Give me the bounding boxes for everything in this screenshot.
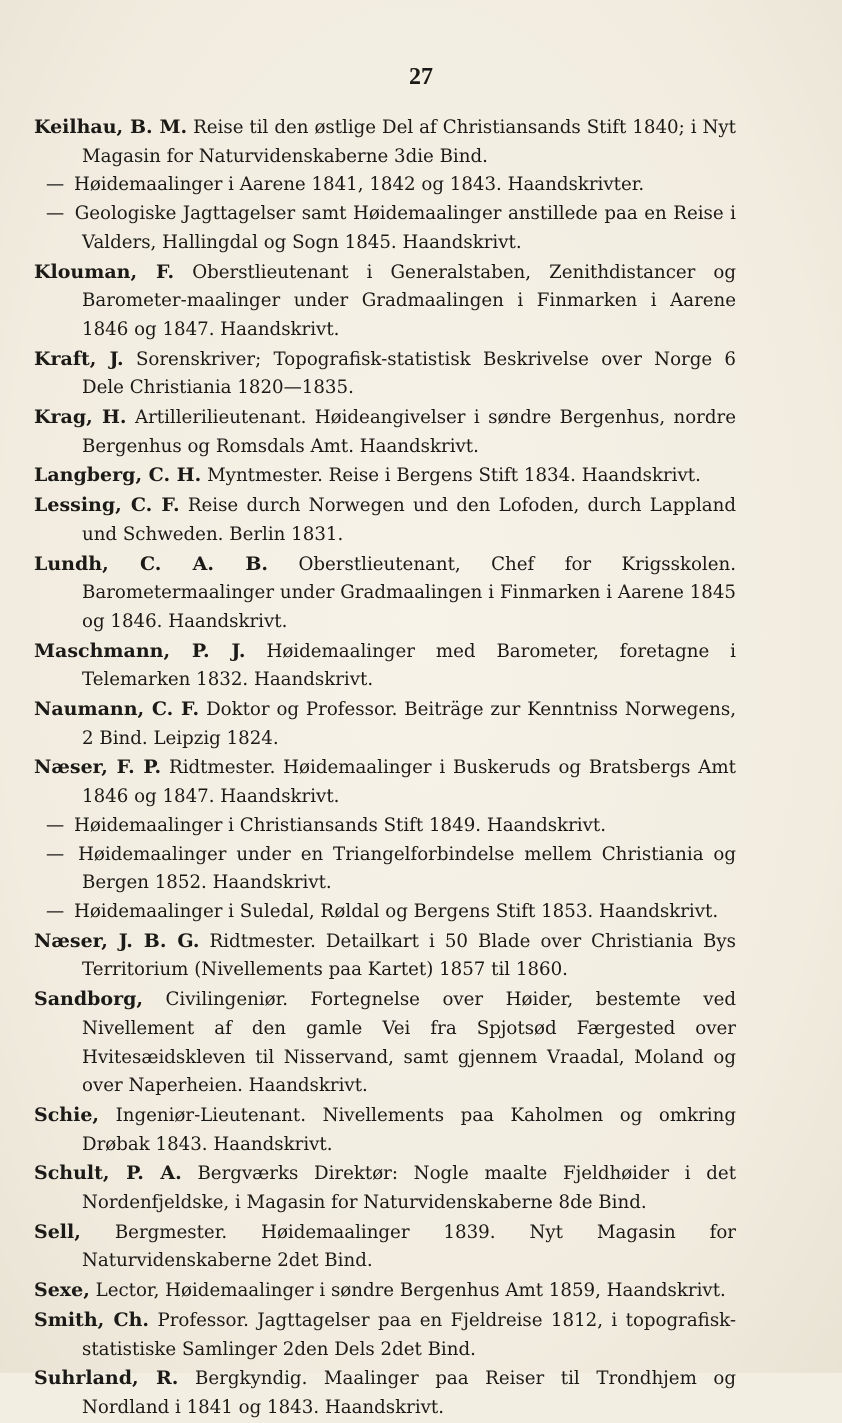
author-name: Maschmann, P. J.	[34, 639, 246, 662]
entry-text: Bergmester. Høidemaalinger 1839. Nyt Magasin for Naturvidenskaberne 2det Bind.	[82, 1221, 736, 1272]
author-name: Sell,	[34, 1220, 81, 1243]
entry-text: Reise durch Norwegen und den Lofoden, durch Lappland und Schweden. Berlin 1831.	[82, 495, 736, 545]
entry-text: Civilingeniør. Fortegnelse over Høider, bestemte ved Nivellement af den gamle Vei fra Spjotsød Færgested over Hvitesæidskleven til Nisservand, samt gjennem Vraadal, Moland og over Naperheien. Haandskrivt.	[82, 989, 736, 1097]
entry-text: Oberstlieutenant i Generalstaben, Zenithdistancer og Barometer-maalinger under Gradmaalingen i Finmarken i Aarene 1846 og 1847. Haandskrivt.	[82, 261, 736, 340]
bibliography-entry	[34, 550, 736, 637]
entry-text: Ridtmester. Detailkart i 50 Blade over Christiania Bys Territorium (Nivellements paa Kartet) 1857 til 1860.	[82, 930, 736, 981]
author-name: Sexe,	[34, 1279, 90, 1302]
author-name: Smith, Ch.	[34, 1308, 150, 1331]
author-name: Krag, H.	[34, 406, 127, 429]
bibliography-entry	[34, 1159, 736, 1217]
ditto-dash: —	[46, 814, 65, 836]
bibliography-entry	[34, 1306, 736, 1364]
continuation-entry	[34, 200, 736, 257]
author-name: Suhrland, R.	[34, 1367, 179, 1390]
ditto-dash: —	[46, 900, 65, 922]
entry-text: Høidemaalinger i Christiansands Stift 1849. Haandskrivt.	[73, 814, 606, 836]
author-name: Næser, F. P.	[34, 756, 162, 779]
bibliography-entry	[34, 1218, 736, 1276]
bibliography-entry	[34, 113, 736, 171]
entry-text: Bergværks Direktør: Nogle maalte Fjeldhøider i det Nordenfjeldske, i Magasin for Naturvidenskaberne 8de Bind.	[82, 1163, 736, 1214]
continuation-entry	[34, 841, 736, 898]
author-name: Lessing, C. F.	[34, 494, 180, 517]
author-name: Schie,	[34, 1103, 100, 1126]
author-name: Naumann, C. F.	[34, 698, 200, 721]
continuation-entry	[34, 171, 736, 200]
bibliography-entry	[34, 753, 736, 811]
entry-text: Høidemaalinger i Aarene 1841, 1842 og 1843. Haandskrivter.	[73, 174, 645, 196]
bibliography-entry	[34, 637, 736, 695]
author-name: Keilhau, B. M.	[34, 116, 188, 138]
entry-text: Professor. Jagttagelser paa en Fjeldreise 1812, i topografisk-statistiske Samlinger 2den Dels 2det Bind.	[82, 1309, 736, 1360]
author-name: Klouman, F.	[34, 260, 175, 283]
bibliography-entry	[34, 403, 736, 461]
bibliography-entry	[34, 491, 736, 549]
entry-text: Ridtmester. Høidemaalinger i Buskeruds og Bratsbergs Amt 1846 og 1847. Haandskrivt.	[82, 757, 736, 808]
bibliography-entry	[34, 985, 736, 1101]
entry-text: Reise til den østlige Del af Christiansands Stift 1840; i Nyt Magasin for Naturvidenskaberne 3die Bind.	[82, 117, 736, 167]
author-name: Schult, P. A.	[34, 1162, 182, 1185]
bibliography-entry	[34, 1276, 736, 1306]
entry-text: Myntmester. Reise i Bergens Stift 1834. Haandskrivt.	[207, 465, 701, 487]
author-name: Kraft, J.	[34, 347, 124, 370]
bibliography-entry	[34, 1101, 736, 1159]
bibliography-entry	[34, 345, 736, 403]
entry-text: Høidemaalinger med Barometer, foretagne i Telemarken 1832. Haandskrivt.	[82, 640, 736, 691]
bibliography-entry	[34, 927, 736, 985]
entry-text: Høidemaalinger i Suledal, Røldal og Bergens Stift 1853. Haandskrivt.	[73, 900, 719, 922]
ditto-dash: —	[46, 843, 65, 865]
entry-text: Lector, Høidemaalinger i søndre Bergenhus Amt 1859, Haandskrivt.	[95, 1280, 726, 1302]
bibliography-entry	[34, 695, 736, 753]
entry-text: Ingeniør-Lieutenant. Nivellements paa Kaholmen og omkring Drøbak 1843. Haandskrivt.	[82, 1104, 736, 1155]
page-number: 27	[409, 64, 433, 90]
continuation-entry	[34, 898, 736, 927]
continuation-entry	[34, 812, 736, 841]
entry-text: Geologiske Jagttagelser samt Høidemaalinger anstillede paa en Reise i Valders, Hallingdal og Sogn 1845. Haandskrivt.	[74, 203, 736, 253]
author-name: Langberg, C. H.	[34, 464, 202, 487]
entry-list	[34, 113, 736, 1423]
ditto-dash: —	[46, 203, 65, 225]
author-name: Næser, J. B. G.	[34, 929, 200, 952]
author-name: Sandborg,	[34, 988, 143, 1011]
entry-text: Doktor og Professor. Beiträge zur Kenntniss Norwegens, 2 Bind. Leipzig 1824.	[82, 699, 736, 749]
entry-text: Oberstlieutenant, Chef for Krigsskolen. Barometermaalinger under Gradmaalingen i Finmarken i Aarene 1845 og 1846. Haandskrivt.	[82, 553, 736, 632]
entry-text: Artillerilieutenant. Høideangivelser i søndre Bergenhus, nordre Bergenhus og Romsdals Amt. Haandskrivt.	[82, 407, 736, 457]
entry-text: Bergkyndig. Maalinger paa Reiser til Trondhjem og Nordland i 1841 og 1843. Haandskrivt.	[82, 1368, 736, 1418]
author-name: Lundh, C. A. B.	[34, 552, 269, 575]
bibliography-entry	[34, 461, 736, 491]
entry-text: Sorenskriver; Topografisk-statistisk Beskrivelse over Norge 6 Dele Christiania 1820—1835.	[82, 348, 736, 399]
bibliography-entry	[34, 258, 736, 345]
ditto-dash: —	[46, 174, 65, 196]
entry-text: Høidemaalinger under en Triangelforbindelse mellem Christiania og Bergen 1852. Haandskrivt.	[78, 843, 736, 894]
